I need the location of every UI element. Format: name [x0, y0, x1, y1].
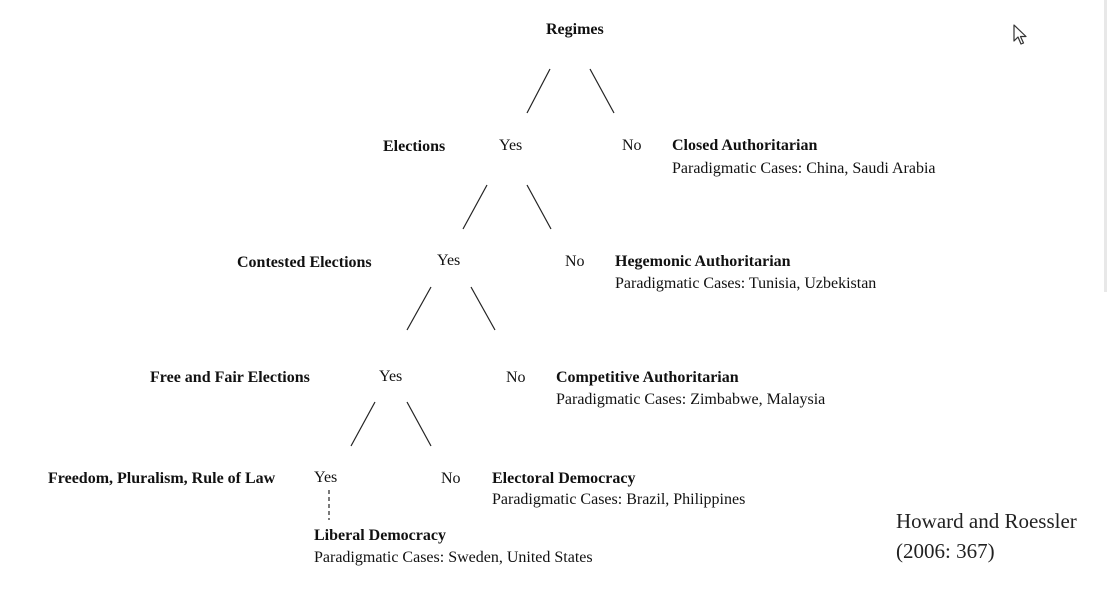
- outcome-name: Electoral Democracy: [492, 470, 636, 487]
- outcome-cases: Paradigmatic Cases: Brazil, Philippines: [492, 491, 746, 508]
- edge-contested-no: [471, 287, 495, 330]
- outcome-cases: Paradigmatic Cases: China, Saudi Arabia: [672, 160, 936, 177]
- branch-yes: Yes: [379, 368, 403, 385]
- citation-line-1: Howard and Roessler: [896, 509, 1077, 533]
- citation-line-2: (2006: 367): [896, 539, 995, 563]
- outcome-name: Competitive Authoritarian: [556, 369, 739, 386]
- final-outcome-cases: Paradigmatic Cases: Sweden, United States: [314, 549, 593, 566]
- edge-elections-no: [527, 185, 551, 229]
- branch-yes: Yes: [314, 469, 338, 486]
- criterion-contested-elections: Contested Elections: [237, 254, 372, 271]
- root-node: Regimes: [546, 21, 604, 38]
- branch-no: No: [441, 470, 461, 487]
- branch-yes: Yes: [499, 137, 523, 154]
- criterion-elections: Elections: [383, 138, 446, 155]
- branch-yes: Yes: [437, 252, 461, 269]
- edge-contested-yes: [407, 287, 431, 330]
- edge-freefair-no: [407, 402, 431, 446]
- mouse-pointer-icon: [1013, 24, 1029, 46]
- outcome-name: Hegemonic Authoritarian: [615, 253, 791, 270]
- branch-no: No: [565, 253, 585, 270]
- outcome-name: Closed Authoritarian: [672, 137, 818, 154]
- final-outcome-name: Liberal Democracy: [314, 527, 446, 544]
- outcome-cases: Paradigmatic Cases: Tunisia, Uzbekistan: [615, 275, 877, 292]
- branch-no: No: [506, 369, 526, 386]
- branch-no: No: [622, 137, 642, 154]
- citation: [896, 506, 1077, 566]
- edge-regimes-no: [590, 69, 614, 113]
- criterion-free-fair-elections: Free and Fair Elections: [150, 369, 310, 386]
- criterion-freedom-pluralism: Freedom, Pluralism, Rule of Law: [48, 470, 276, 487]
- edge-elections-yes: [463, 185, 487, 229]
- edge-freefair-yes: [351, 402, 375, 446]
- outcome-cases: Paradigmatic Cases: Zimbabwe, Malaysia: [556, 391, 826, 408]
- edge-regimes-yes: [527, 69, 550, 113]
